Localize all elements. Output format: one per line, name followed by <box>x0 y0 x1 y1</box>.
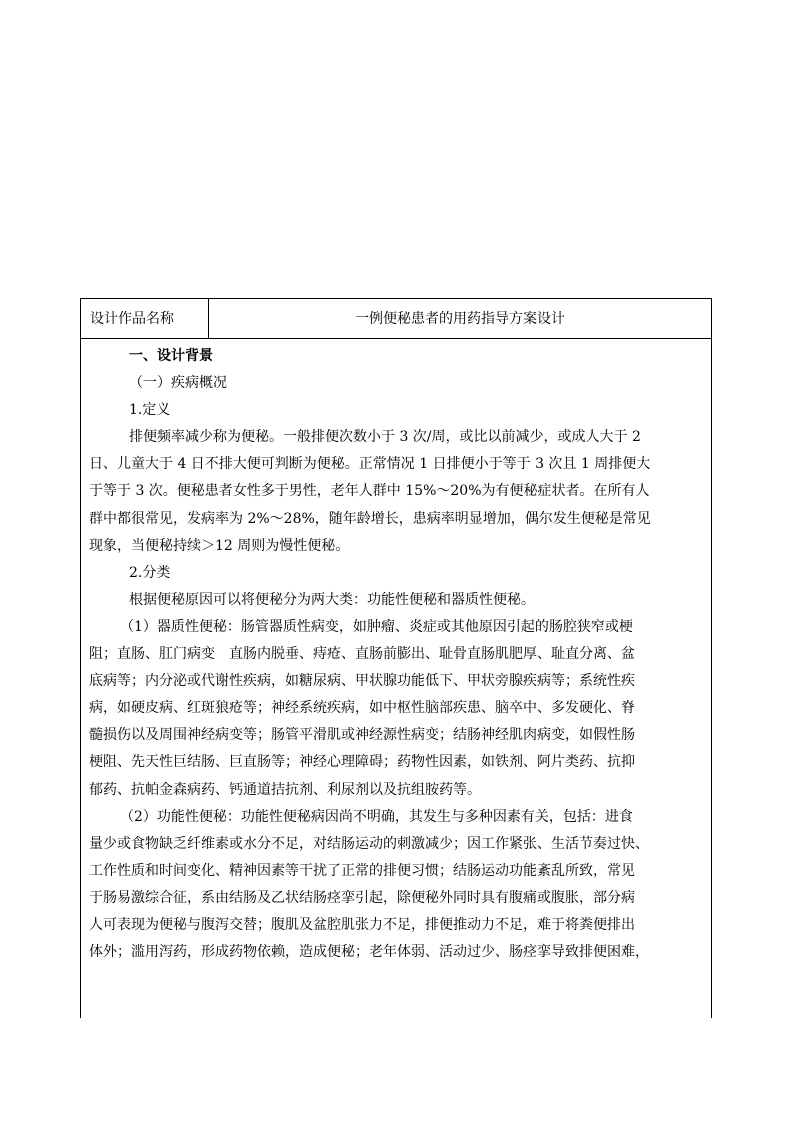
subsection-heading: （一）疾病概况 <box>129 375 227 392</box>
paragraph-line: 工作性质和时间变化、精神因素等干扰了正常的排便习惯；结肠运动功能紊乱所致，常见 <box>89 862 635 879</box>
paragraph-line: 人可表现为便秘与腹泻交替；腹肌及盆腔肌张力不足，排便推动力不足，难于将粪便排出 <box>89 916 635 933</box>
paragraph-line: 量少或食物缺乏纤维素或水分不足，对结肠运动的刺激减少；因工作紧张、生活节奏过快、 <box>89 835 649 852</box>
item-heading-definition: 1.定义 <box>129 402 171 419</box>
paragraph-line: 髓损伤以及周围神经病变等；肠管平滑肌或神经源性病变；结肠神经肌肉病变，如假性肠 <box>89 727 635 744</box>
work-name-value: 一例便秘患者的用药指导方案设计 <box>355 311 565 327</box>
table-header-row <box>81 299 711 339</box>
document-table <box>80 298 712 1018</box>
section-heading: 一、设计背景 <box>129 348 213 364</box>
item-heading-classification: 2.分类 <box>129 564 171 581</box>
paragraph-line: 根据便秘原因可以将便秘分为两大类：功能性便秘和器质性便秘。 <box>129 591 535 608</box>
paragraph-line: 阻；直肠、肛门病变 直肠内脱垂、痔疮、直肠前膨出、耻骨直肠肌肥厚、耻直分离、盆 <box>89 646 635 663</box>
paragraph-line: （1）器质性便秘：肠管器质性病变，如肿瘤、炎症或其他原因引起的肠腔狭窄或梗 <box>120 618 633 635</box>
paragraph-line: 于肠易激综合征，系由结肠及乙状结肠痉挛引起，除便秘外同时具有腹痛或腹胀，部分病 <box>89 889 635 906</box>
paragraph-line: 排便频率减少称为便秘。一般排便次数小于 3 次/周，或比以前减少，或成人大于 2 <box>129 429 641 446</box>
paragraph-line: （2）功能性便秘：功能性便秘病因尚不明确，其发生与多种因素有关，包括：进食 <box>120 808 633 825</box>
paragraph-line: 体外；滥用泻药，形成药物依赖，造成便秘；老年体弱、活动过少、肠痉挛导致排便困难， <box>89 944 649 961</box>
paragraph-line: 郁药、抗帕金森病药、钙通道拮抗剂、利尿剂以及抗组胺药等。 <box>89 781 481 798</box>
paragraph-line: 于等于 3 次。便秘患者女性多于男性，老年人群中 15%～20%为有便秘症状者。在所有人 <box>89 483 650 500</box>
work-name-label: 设计作品名称 <box>81 299 209 338</box>
paragraph-line: 日、儿童大于 4 日不排大便可判断为便秘。正常情况 1 日排便小于等于 3 次且 1 周排便大 <box>89 456 651 473</box>
paragraph-line: 群中都很常见，发病率为 2%～28%，随年龄增长，患病率明显增加，偶尔发生便秘是常见 <box>89 510 651 527</box>
paragraph-line: 病，如硬皮病、红斑狼疮等；神经系统疾病，如中枢性脑部疾患、脑卒中、多发硬化、脊 <box>89 700 635 717</box>
paragraph-line: 底病等；内分泌或代谢性疾病，如糖尿病、甲状腺功能低下、甲状旁腺疾病等；系统性疾 <box>89 673 635 690</box>
content-cell <box>81 339 711 966</box>
paragraph-line: 梗阻、先天性巨结肠、巨直肠等；神经心理障碍；药物性因素，如铁剂、阿片类药、抗抑 <box>89 754 635 771</box>
paragraph-line: 现象，当便秘持续＞12 周则为慢性便秘。 <box>89 537 350 554</box>
